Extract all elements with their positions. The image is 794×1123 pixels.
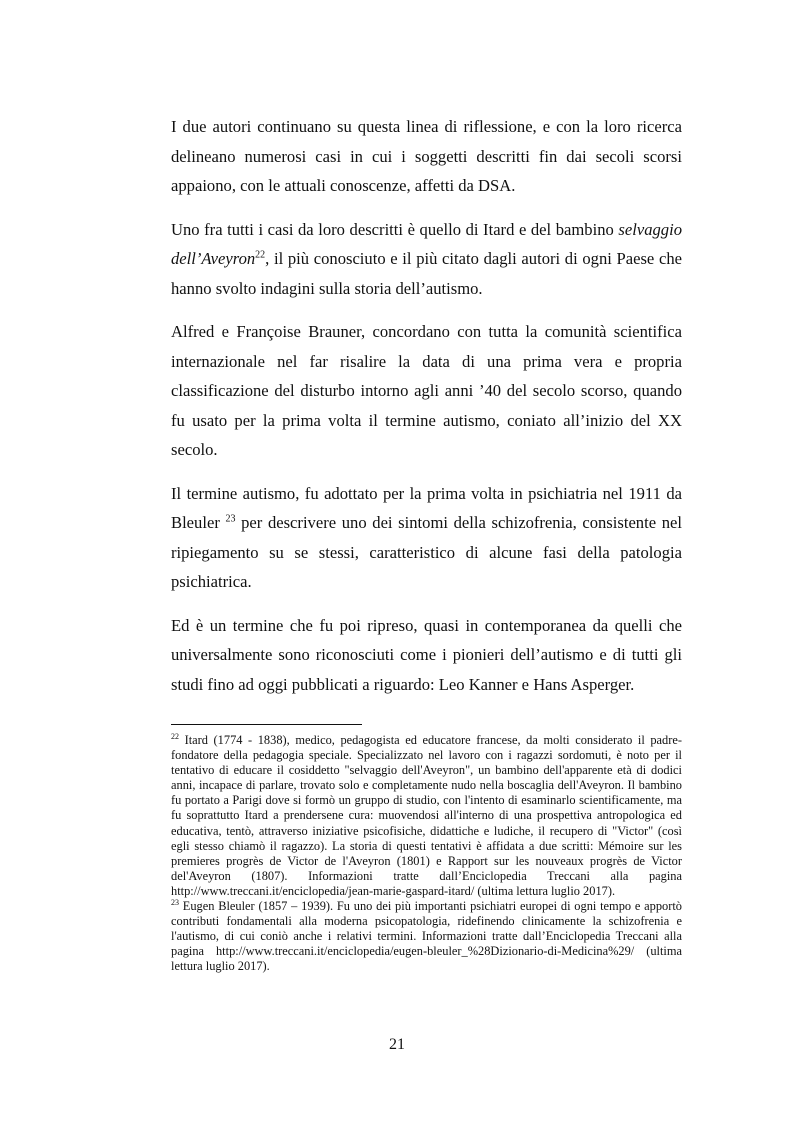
footnote-number-22: 22 — [171, 731, 179, 741]
paragraph-2 — [171, 215, 682, 304]
paragraph-2-text-a: Uno fra tutti i casi da loro descritti è quello di Itard e del bambino — [171, 219, 619, 239]
paragraph-4-text-b: per descrivere uno dei sintomi della schizofrenia, consistente nel ripiegamento su se stessi, caratteristico di alcune fasi della patologia psichiatrica. — [171, 513, 682, 591]
body-text — [171, 112, 682, 713]
footnote-22 — [171, 733, 682, 899]
footnote-number-23: 23 — [171, 897, 179, 907]
paragraph-1: I due autori continuano su questa linea di riflessione, e con la loro ricerca delineano numerosi casi in cui i soggetti descritti fin dai secoli scorsi appaiono, con le attuali conoscenze, affetti da DSA. — [171, 117, 682, 195]
footnote-23-text: Eugen Bleuler (1857 – 1939). Fu uno dei più importanti psichiatri europei di ogni tempo e apportò contributi fondamentali alla moderna psicopatologia, ridefinendo clinicamente la schizofrenia e l'autismo, di cui coniò anche i relativi termini. Informazioni tratte dall’Enciclopedia Treccani alla pagina http://www.treccani.it/enciclopedia/eugen-bleuler_%28Dizionario-di-Medicina%29/ (ultima lettura luglio 2017). — [171, 899, 682, 974]
footnote-22-text: Itard (1774 - 1838), medico, pedagogista ed educatore francese, da molti considerato il padre-fondatore della pedagogia speciale. Specializzato nel lavoro con i ragazzi sordomuti, è noto per il tentativo di educare il cosiddetto "selvaggio dell'Aveyron", un bambino dell'apparente età di dodici anni, incapace di parlare, trovato solo e completamente nudo nella boscaglia dell'Aveyron. Il bambino fu portato a Parigi dove si formò un gruppo di studio, con l'intento di esaminarlo scientificamente, ma fu soprattutto Itard a prendersene cura: muovendosi all'interno di una prospettiva antropologica ed educativa, tentò, attraverso iniziative psicofisiche, didattiche e ludiche, il recupero di "Victor" (così egli stesso chiamò il ragazzo). La storia di questi tentativi è affidata a due scritti: Mémoire sur les premieres progrès de Victor de l'Aveyron (1801) e Rapport sur les nouveaux progrès de Victor del'Aveyron (1807). Informazioni tratte dall’Enciclopedia Treccani alla pagina http://www.treccani.it/enciclopedia/jean-marie-gaspard-itard/ (ultima lettura luglio 2017). — [171, 733, 682, 898]
footnotes — [171, 733, 682, 975]
paragraph-5: Ed è un termine che fu poi ripreso, quasi in contemporanea da quelli che universalmente sono riconosciuti come i pionieri dell’autismo e di tutti gli studi fino ad oggi pubblicati a riguardo: Leo Kanner e Hans Asperger. — [171, 615, 682, 694]
paragraph-4 — [171, 479, 682, 597]
paragraph-2-italic: selvaggio dell’Aveyron — [171, 219, 682, 268]
paragraph-3: Alfred e Françoise Brauner, concordano con tutta la comunità scientifica internazionale nel far risalire la data di una prima vera e propria classificazione del disturbo intorno agli anni ’40 del secolo scorso, quando fu usato per la prima volta il termine autismo, coniato all’inizio del XX secolo. — [171, 322, 682, 459]
footnote-ref-22[interactable]: 22 — [255, 249, 266, 261]
paragraph-4-text-a: Il termine autismo, fu adottato per la prima volta in psichiatria nel 1911 da Bleuler — [171, 483, 682, 532]
page-number: 21 — [389, 1036, 405, 1053]
footnote-ref-23[interactable]: 23 — [225, 513, 236, 525]
footnote-23 — [171, 899, 682, 974]
paragraph-2-text-b: , il più conosciuto e il più citato dagli autori di ogni Paese che hanno svolto indagini sulla storia dell’autismo. — [171, 249, 682, 298]
footnote-separator — [171, 724, 362, 725]
